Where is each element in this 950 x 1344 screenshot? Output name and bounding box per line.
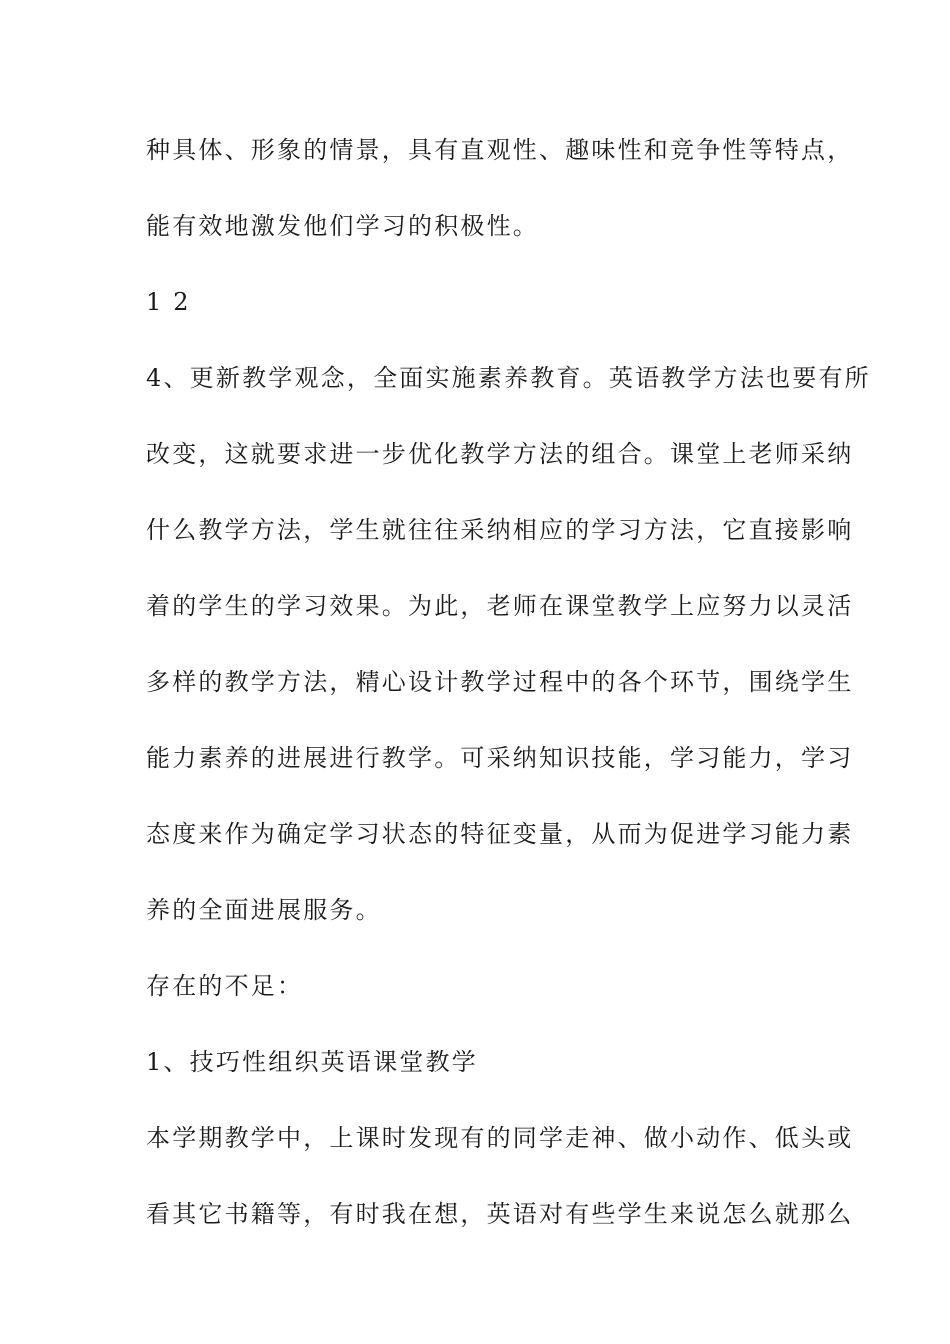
text-line-10: 态度来作为确定学习状态的特征变量，从而为促进学习能力素 [146,820,854,848]
text-line-7: 着的学生的学习效果。为此，老师在课堂教学上应努力以灵活 [146,592,854,620]
text-line-4: 4、更新教学观念，全面实施素养教育。英语教学方法也要有所 [146,364,871,392]
text-line-11: 养的全面进展服务。 [146,896,382,924]
text-line-14: 本学期教学中，上课时发现有的同学走神、做小动作、低头或 [146,1124,854,1152]
text-line-1: 种具体、形象的情景，具有直观性、趣味性和竞争性等特点， [146,136,854,164]
text-line-8: 多样的教学方法，精心设计教学过程中的各个环节，围绕学生 [146,668,854,696]
page-number-marker: 1 2 [146,288,191,316]
text-line-6: 什么教学方法，学生就往往采纳相应的学习方法，它直接影响 [146,516,854,544]
text-line-15: 看其它书籍等，有时我在想，英语对有些学生来说怎么就那么 [146,1200,854,1228]
subheading-1: 1、技巧性组织英语课堂教学 [146,1048,478,1076]
text-line-5: 改变，这就要求进一步优化教学方法的组合。课堂上老师采纳 [146,440,854,468]
text-line-2: 能有效地激发他们学习的积极性。 [146,212,539,240]
section-heading-shortcomings: 存在的不足： [146,972,304,1000]
text-line-9: 能力素养的进展进行教学。可采纳知识技能，学习能力，学习 [146,744,854,772]
